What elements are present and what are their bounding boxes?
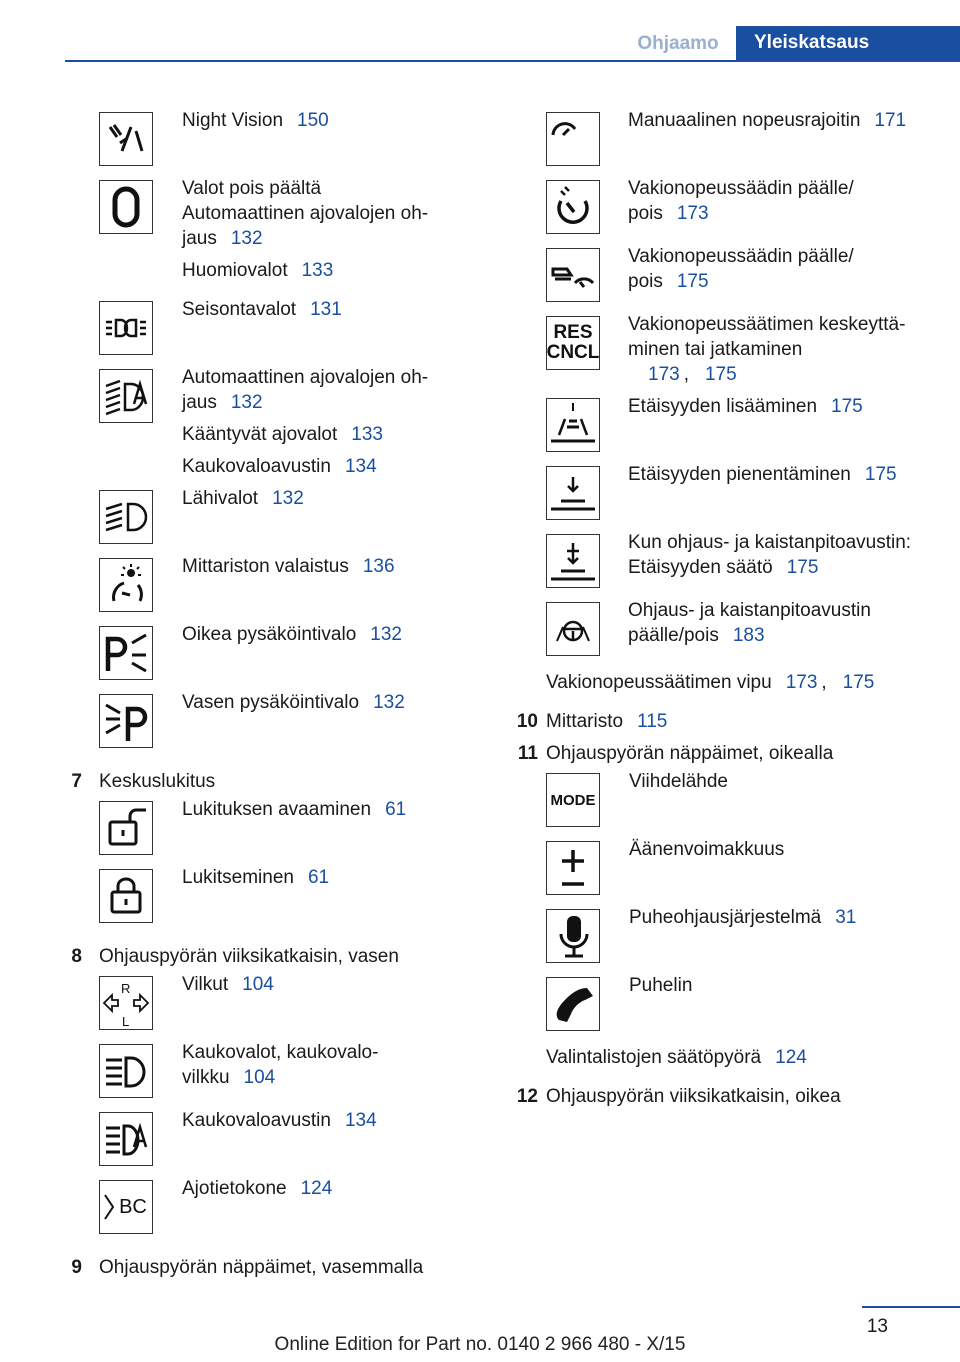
page-reference-link[interactable]: 61 xyxy=(307,867,330,888)
entry-line-text: Ajotietokone xyxy=(182,1178,287,1199)
entry-line-text: vilkku xyxy=(182,1067,230,1088)
entry-line xyxy=(628,462,897,487)
entry-line-text: Etäisyyden lisääminen xyxy=(628,396,818,417)
header-rule xyxy=(65,60,960,62)
entry-line-text: päälle/pois xyxy=(628,625,719,646)
active-cruise-icon xyxy=(546,248,600,302)
entry-line xyxy=(182,972,274,997)
page-reference-link[interactable]: 131 xyxy=(310,299,342,320)
item-title xyxy=(99,1255,423,1280)
entry-description xyxy=(628,312,905,387)
entry-line xyxy=(182,1065,378,1090)
entry-line-text: Viihdelähde xyxy=(629,771,728,792)
entry-line-text: Lukitseminen xyxy=(182,867,294,888)
item-title xyxy=(546,1084,841,1109)
page-reference-link[interactable]: 104 xyxy=(243,1067,276,1088)
entry-description xyxy=(182,108,329,133)
item-number: 10 xyxy=(516,711,538,732)
night-vision-icon xyxy=(99,112,153,166)
phone-icon xyxy=(546,977,600,1031)
entry-line-text: Lukituksen avaaminen xyxy=(182,799,372,820)
entry-line xyxy=(182,865,329,890)
right-parking-light-icon xyxy=(99,626,153,680)
page-reference-link[interactable]: 183 xyxy=(732,625,765,646)
item-title xyxy=(546,709,667,734)
entry-description xyxy=(182,365,428,479)
entry-description xyxy=(182,486,304,511)
page-reference-link[interactable]: 175 xyxy=(786,557,819,578)
entry-line-text: Ohjaus- ja kaistanpitoavustin xyxy=(628,600,871,621)
entry-line xyxy=(182,454,428,479)
entry-line xyxy=(628,337,905,362)
high-beam-assist-icon xyxy=(99,1112,153,1166)
entry-description xyxy=(182,972,274,997)
item-title-text: Ohjauspyörän näppäimet, oikealla xyxy=(546,743,834,764)
entry-description xyxy=(628,108,906,133)
page-reference-link[interactable]: 133 xyxy=(351,424,383,445)
entry-line xyxy=(182,390,428,415)
entry-description xyxy=(182,297,342,322)
item-number: 8 xyxy=(71,946,82,967)
entry-line xyxy=(628,362,905,387)
entry-line-text: Valot pois päältä xyxy=(182,178,322,199)
page-reference-link[interactable]: 175 xyxy=(831,396,863,417)
entry-line-text: Kääntyvät ajovalot xyxy=(182,424,338,445)
entry-line xyxy=(182,622,402,647)
cruise-lever-entry xyxy=(546,670,874,695)
entry-line-text: Oikea pysäköintivalo xyxy=(182,624,357,645)
mode-icon xyxy=(546,773,600,827)
entry-line xyxy=(182,690,405,715)
entry-line-text: jaus xyxy=(182,228,217,249)
entry-description xyxy=(628,598,871,648)
entry-line xyxy=(628,555,911,580)
page-reference-link[interactable]: 136 xyxy=(362,556,395,577)
turn-signal-icon xyxy=(99,976,153,1030)
icon-label: MODE xyxy=(550,791,596,809)
entry-line xyxy=(628,108,906,133)
distance-increase-icon xyxy=(546,398,600,452)
page-reference-link[interactable]: 173 xyxy=(676,203,709,224)
entry-line xyxy=(182,486,304,511)
selection-wheel-text: Valintalistojen säätöpyörä xyxy=(546,1047,762,1068)
entry-description xyxy=(628,462,897,487)
entry-line xyxy=(629,973,692,998)
page-reference-link[interactable]: 104 xyxy=(242,974,274,995)
entry-line-text: Kaukovaloavustin xyxy=(182,1110,331,1131)
entry-line-text: Etäisyyden pienentäminen xyxy=(628,464,851,485)
entry-description xyxy=(182,176,428,283)
page-reference-link[interactable]: 175 xyxy=(842,672,875,693)
entry-description xyxy=(182,554,395,579)
entry-line xyxy=(628,312,905,337)
selection-wheel-entry xyxy=(546,1045,807,1070)
ref-separator: , xyxy=(821,672,827,693)
page-reference-link[interactable]: 175 xyxy=(676,271,709,292)
page-reference-link[interactable]: 171 xyxy=(874,110,907,131)
entry-line xyxy=(182,258,428,283)
entry-line xyxy=(628,394,863,419)
page-reference-link[interactable]: 31 xyxy=(835,907,857,928)
item-number: 12 xyxy=(516,1086,538,1107)
auto-headlight-icon xyxy=(99,369,153,423)
icon-label: BC xyxy=(119,1196,147,1218)
entry-line xyxy=(182,1108,377,1133)
entry-description xyxy=(182,622,402,647)
entry-line xyxy=(182,797,406,822)
entry-line xyxy=(182,422,428,447)
entry-description xyxy=(629,837,784,862)
entry-line xyxy=(182,297,342,322)
item-title-text: Ohjauspyörän näppäimet, vasemmalla xyxy=(99,1257,424,1278)
entry-line xyxy=(182,176,428,201)
entry-line-text: Mittariston valaistus xyxy=(182,556,349,577)
ref-separator: , xyxy=(683,364,689,385)
page-reference-link[interactable]: 124 xyxy=(300,1178,333,1199)
bc-icon xyxy=(99,1180,153,1234)
entry-line xyxy=(628,269,854,294)
entry-line-text: minen tai jatkaminen xyxy=(628,339,803,360)
page-reference-link[interactable]: 132 xyxy=(230,392,263,413)
item-title xyxy=(99,769,215,794)
cruise-lever-text: Vakionopeussäätimen vipu xyxy=(546,672,772,693)
item-title xyxy=(546,741,833,766)
entry-line-text: Kun ohjaus- ja kaistanpitoavustin: xyxy=(628,532,912,553)
item-title-text: Keskuslukitus xyxy=(99,771,216,792)
low-beam-icon xyxy=(99,490,153,544)
page-reference-link[interactable]: 132 xyxy=(230,228,263,249)
unlock-icon xyxy=(99,801,153,855)
page-reference-link[interactable]: 150 xyxy=(297,110,329,131)
entry-line-text: Etäisyyden säätö xyxy=(628,557,773,578)
lane-distance-icon xyxy=(546,534,600,588)
entry-line-text: Vilkut xyxy=(182,974,229,995)
entry-line-text: Vakionopeussäädin päälle/ xyxy=(628,178,854,199)
volume-icon xyxy=(546,841,600,895)
entry-description xyxy=(628,530,911,580)
page-reference-link[interactable]: 124 xyxy=(775,1047,807,1068)
entry-line-text: pois xyxy=(628,271,663,292)
section-tab[interactable]: Yleiskatsaus xyxy=(736,26,960,62)
entry-line xyxy=(628,623,871,648)
page-reference-link[interactable]: 115 xyxy=(637,711,668,732)
svg-text:L: L xyxy=(122,1014,130,1029)
page-reference-link[interactable]: 132 xyxy=(373,692,405,713)
entry-line-text: Vasen pysäköintivalo xyxy=(182,692,360,713)
item-title-text: Ohjauspyörän viiksikatkaisin, vasen xyxy=(99,946,399,967)
entry-description xyxy=(182,690,405,715)
item-title-text: Ohjauspyörän viiksikatkaisin, oikea xyxy=(546,1086,841,1107)
entry-line xyxy=(628,201,854,226)
entry-line xyxy=(182,1176,332,1201)
entry-line-text: Seisontavalot xyxy=(182,299,297,320)
item-title xyxy=(99,944,399,969)
page-reference-link[interactable]: 173 xyxy=(785,672,818,693)
icon-label: RES CNCL xyxy=(546,322,600,363)
entry-line-text: Huomiovalot xyxy=(182,260,288,281)
entry-line-text: Vakionopeussäädin päälle/ xyxy=(628,246,854,267)
cruise-control-icon xyxy=(546,180,600,234)
svg-text:R: R xyxy=(121,981,131,996)
entry-line-text: Lähivalot xyxy=(182,488,259,509)
entry-description xyxy=(628,244,854,294)
entry-line-text: Puheohjausjärjestelmä xyxy=(629,907,822,928)
entry-line-text: pois xyxy=(628,203,663,224)
page-reference-link[interactable]: 132 xyxy=(272,488,304,509)
speed-limiter-icon xyxy=(546,112,600,166)
entry-line xyxy=(182,365,428,390)
lock-icon xyxy=(99,869,153,923)
instrument-lighting-icon xyxy=(99,558,153,612)
entry-description xyxy=(182,865,329,890)
left-parking-light-icon xyxy=(99,694,153,748)
page-reference-link[interactable]: 134 xyxy=(344,456,377,477)
entry-line-text: Äänenvoimakkuus xyxy=(629,839,785,860)
page-reference-link[interactable]: 61 xyxy=(385,799,407,820)
entry-line xyxy=(182,1040,378,1065)
entry-line xyxy=(629,837,784,862)
item-number: 9 xyxy=(71,1257,82,1278)
entry-description xyxy=(629,905,856,930)
entry-description xyxy=(182,1108,377,1133)
entry-line xyxy=(182,108,329,133)
res-cncl-icon xyxy=(546,316,600,370)
steering-assist-icon xyxy=(546,602,600,656)
entry-line-text: Manuaalinen nopeusrajoitin xyxy=(628,110,861,131)
edition-note: Online Edition for Part no. 0140 2 966 480 - X/15 xyxy=(274,1334,686,1355)
chapter-tab[interactable]: Ohjaamo xyxy=(637,33,719,54)
entry-description xyxy=(628,394,863,419)
entry-line-text: Kaukovalot, kaukovalo- xyxy=(182,1042,379,1063)
page-reference-link[interactable]: 132 xyxy=(370,624,402,645)
entry-line xyxy=(628,530,911,555)
high-beam-icon xyxy=(99,1044,153,1098)
distance-decrease-icon xyxy=(546,466,600,520)
page-reference-link[interactable]: 175 xyxy=(864,464,897,485)
entry-line xyxy=(628,176,854,201)
entry-line-text: jaus xyxy=(182,392,217,413)
page-reference-link[interactable]: 175 xyxy=(704,364,737,385)
entry-line-text: Puhelin xyxy=(629,975,693,996)
page-reference-link[interactable]: 133 xyxy=(301,260,334,281)
parking-lights-icon xyxy=(99,301,153,355)
entry-description xyxy=(628,176,854,226)
lights-off-icon xyxy=(99,180,153,234)
entry-line-text: Kaukovaloavustin xyxy=(182,456,331,477)
entry-line xyxy=(629,905,856,930)
page-number: 13 xyxy=(866,1316,888,1337)
entry-line xyxy=(628,244,854,269)
entry-description xyxy=(182,1040,378,1090)
entry-description xyxy=(182,797,406,822)
item-number: 11 xyxy=(517,743,538,764)
item-title-text: Mittaristo xyxy=(546,711,624,732)
entry-line xyxy=(628,598,871,623)
entry-description xyxy=(182,1176,332,1201)
entry-line-text: Night Vision xyxy=(182,110,284,131)
entry-description xyxy=(629,769,728,794)
microphone-icon xyxy=(546,909,600,963)
entry-line xyxy=(629,769,728,794)
entry-line xyxy=(182,226,428,251)
entry-line-text: Automaattinen ajovalojen oh- xyxy=(182,203,429,224)
entry-description xyxy=(629,973,692,998)
entry-line xyxy=(182,201,428,226)
page-reference-link[interactable]: 134 xyxy=(344,1110,377,1131)
footer-rule xyxy=(862,1306,960,1308)
item-number: 7 xyxy=(71,771,82,792)
entry-line-text: Automaattinen ajovalojen oh- xyxy=(182,367,429,388)
entry-line xyxy=(182,554,395,579)
page-reference-link[interactable]: 173 xyxy=(648,364,680,385)
entry-line-text: Vakionopeussäätimen keskeyttä- xyxy=(628,314,906,335)
